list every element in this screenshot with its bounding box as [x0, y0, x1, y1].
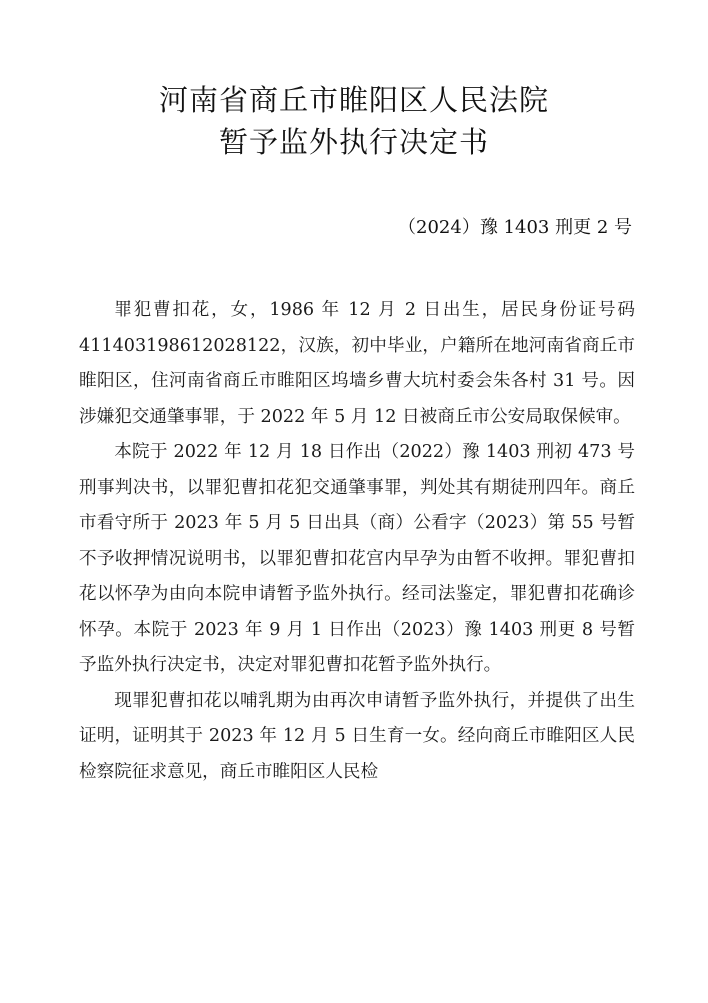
paragraph-case-history: 本院于 2022 年 12 月 18 日作出（2022）豫 1403 刑初 473 号刑事判决书，以罪犯曹扣花犯交通肇事罪，判处其有期徒刑四年。商丘市看守所于 2023 年 5 月 5 日出具（商）公看字（2023）第 55 号暂不予收押情况说明书，以罪犯曹扣花宫内早孕为由暂不收押。罪犯曹扣花以怀孕为由向本院申请暂予监外执行。经司法鉴定，罪犯曹扣花确诊怀孕。本院于 2023 年 9 月 1 日作出（2023）豫 1403 刑更 8 号暂予监外执行决定书，决定对罪犯曹扣花暂予监外执行。	[79, 442, 635, 675]
court-name-title: 河南省商丘市睢阳区人民法院	[158, 83, 549, 117]
case-number: （2024）豫 1403 刑更 2 号	[398, 217, 632, 238]
document-body	[79, 293, 635, 790]
paragraph-current-application: 现罪犯曹扣花以哺乳期为由再次申请暂予监外执行，并提供了出生证明，证明其于 2023 年 12 月 5 日生育一女。经向商丘市睢阳区人民检察院征求意见，商丘市睢阳区人民检	[79, 690, 635, 782]
paragraph-defendant-info: 罪犯曹扣花，女，1986 年 12 月 2 日出生，居民身份证号码 411403198612028122，汉族，初中毕业，户籍所在地河南省商丘市睢阳区，住河南省商丘市睢阳区坞墙乡曹大坑村委会朱各村 31 号。因涉嫌犯交通肇事罪，于 2022 年 5 月 12 日被商丘市公安局取保候审。	[79, 300, 635, 427]
document-type-title: 暂予监外执行决定书	[218, 125, 489, 159]
